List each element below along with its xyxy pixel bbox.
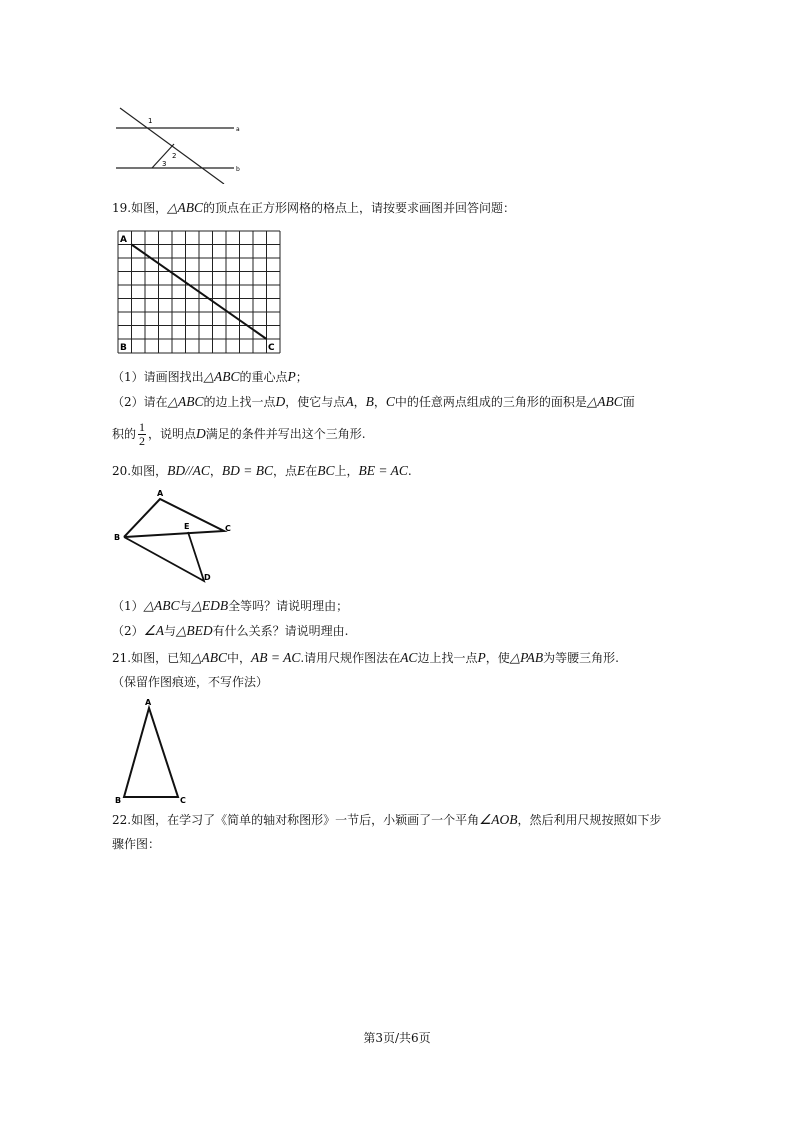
- q21-note: （保留作图痕迹，不写作法）: [112, 675, 269, 689]
- line-a-label: a: [236, 126, 240, 133]
- q19-part2-line1: （2）请在△ABC的边上找一点D，使它与点A，B，C中的任意两点组成的三角形的面积是△ABC面: [112, 394, 635, 409]
- line-b-label: b: [236, 166, 240, 173]
- q19-part2-line2: 积的 $\frac{1}{2}$ ，说明点D满足的条件并写出这个三角形.: [112, 420, 366, 448]
- q19-stem: 19.如图，△ABC的顶点在正方形网格的格点上，请按要求画图并回答问题：: [112, 200, 515, 215]
- q19-part1: （1）请画图找出△ABC的重心点P；: [112, 369, 308, 384]
- angle2-label: 2: [172, 152, 177, 160]
- q22-line2: 骤作图：: [112, 837, 161, 851]
- q20-label-b: B: [114, 533, 121, 542]
- angle1-label: 1: [148, 117, 153, 125]
- grid-label-c: C: [268, 343, 275, 353]
- angle3-label: 3: [162, 160, 167, 168]
- q20-part1: （1）△ABC与△EDB全等吗？请说明理由；: [112, 598, 349, 613]
- isosceles-triangle-figure: [112, 696, 192, 806]
- q21-label-b: B: [115, 796, 122, 805]
- q21-stem: 21.如图，已知△ABC中，AB = AC.请用尺规作图法在AC边上找一点P，使△PAB为等腰三角形.: [112, 650, 619, 665]
- triangle-bed-figure: [112, 487, 247, 587]
- grid-label-b: B: [120, 343, 127, 353]
- grid-figure: [116, 229, 288, 356]
- q20-label-d: D: [204, 573, 211, 582]
- one-half-fraction: $\frac{1}{2}$: [139, 420, 146, 448]
- page-footer: 第3页/共6页: [363, 1031, 431, 1045]
- q20-stem: 20.如图，BD//AC，BD = BC，点E在BC上，BE = AC.: [112, 463, 412, 478]
- q20-label-c: C: [225, 524, 231, 533]
- q20-part2: （2）∠A与△BED有什么关系？请说明理由.: [112, 623, 349, 638]
- q20-label-e: E: [184, 522, 190, 531]
- q21-label-c: C: [180, 796, 186, 805]
- q22-line1: 22.如图，在学习了《简单的轴对称图形》一节后，小颖画了一个平角∠AOB，然后利用尺规按照如下步: [112, 812, 662, 827]
- parallel-lines-figure: [112, 104, 247, 184]
- q20-label-a: A: [157, 489, 164, 498]
- q21-label-a: A: [145, 698, 152, 707]
- grid-label-a: A: [120, 235, 127, 245]
